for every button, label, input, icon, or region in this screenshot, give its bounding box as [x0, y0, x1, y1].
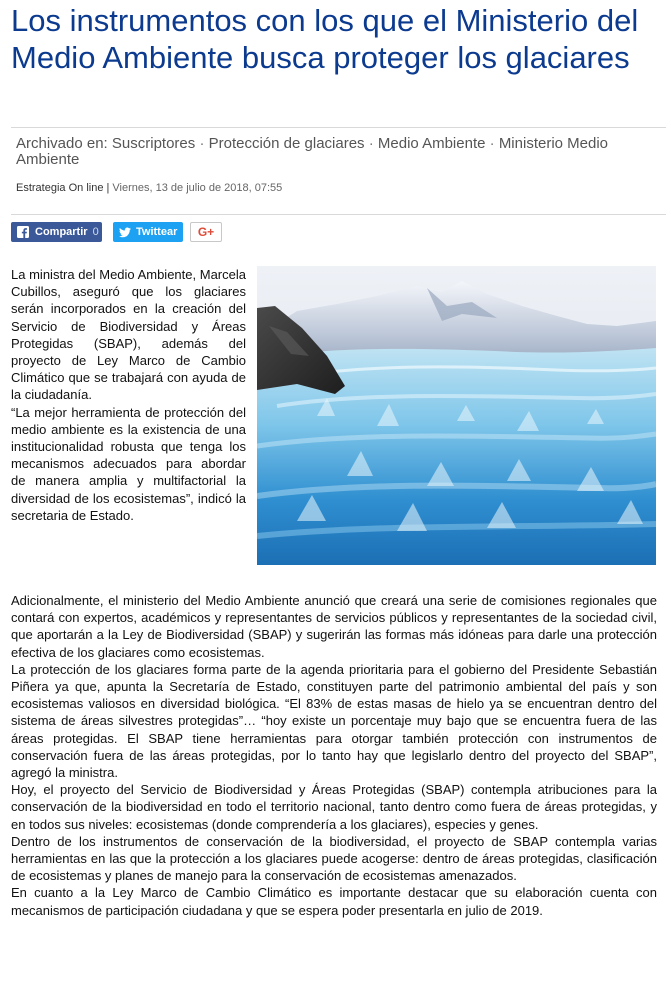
facebook-icon	[17, 226, 29, 238]
paragraph: Dentro de los instrumentos de conservación de la biodiversidad, el proyecto de SBAP contempla varias herramientas en las que la protección a los glaciares puede acogerse: dentro de áreas protegidas, clasificación de ecosistemas y planes de manejo para la conservación de ecosistemas amenazados.	[11, 833, 657, 884]
paragraph: La protección de los glaciares forma parte de la agenda prioritaria para el gobierno del Presidente Sebastián Piñera ya que, apunta la Secretaría de Estado, constituyen parte del patrimonio ambiental del país y son ecosistemas valiosos en diversidad biológica. “El 83% de estas masas de hielo ya se encuentran dentro del sistema de áreas silvestres protegidas”… “hoy existe un porcentaje muy bajo que se encuentra fuera de las áreas protegidas. El SBAP tiene herramientas para otorgar también protección con instrumentos de conservación fuera de las áreas protegidas, por lo tanto hay que legislarlo dentro del proyecto del SBAP”, agregó la ministra.	[11, 661, 657, 781]
twitter-icon	[119, 227, 131, 238]
source: Estrategia On line	[16, 182, 104, 194]
twitter-share-label: Twittear	[136, 226, 178, 238]
archived-label: Archivado en:	[16, 135, 108, 152]
byline-separator: |	[106, 182, 113, 194]
article-body-side	[11, 266, 246, 524]
category-link-medio-ambiente[interactable]: Medio Ambiente	[377, 135, 486, 152]
divider	[11, 127, 666, 128]
paragraph: La ministra del Medio Ambiente, Marcela Cubillos, aseguró que los glaciares serán incorporados en la creación del Servicio de Biodiversidad y Áreas Protegidas (SBAP), además del proyecto de Ley Marco de Cambio Climático que se trabajará con ayuda de la ciudadanía.	[11, 267, 246, 403]
paragraph: Hoy, el proyecto del Servicio de Biodiversidad y Áreas Protegidas (SBAP) contempla atribuciones para la conservación de la biodiversidad en todo el territorio nacional, tanto dentro como fuera de áreas protegidas, y en todos sus niveles: ecosistemas (donde comprendería a los glaciares), especies y genes.	[11, 782, 657, 832]
glacier-photo	[257, 266, 656, 565]
separator: ·	[368, 135, 374, 152]
category-link-suscriptores[interactable]: Suscriptores	[111, 135, 196, 152]
paragraph: En cuanto a la Ley Marco de Cambio Climático es importante destacar que su elaboración cuenta con mecanismos de participación ciudadana y que se espera poder presentarla en julio de 2019.	[11, 885, 657, 918]
divider	[11, 214, 666, 215]
archived-in	[16, 136, 661, 168]
paragraph: Adicionalmente, el ministerio del Medio Ambiente anunció que creará una serie de comisiones regionales que contará con expertos, académicos y representantes de servicios públicos y representantes de la sociedad civil, que aportarán a la Ley de Biodiversidad (SBAP) y sugerirán las formas más idóneas para darle una protección efectiva de los glaciares como ecosistemas.	[11, 593, 657, 660]
facebook-share-label: Compartir	[35, 226, 88, 238]
article-body	[11, 592, 657, 919]
article-title: Los instrumentos con los que el Ministerio del Medio Ambiente busca proteger los glaciares	[11, 3, 639, 75]
separator: ·	[199, 135, 205, 152]
googleplus-label: G+	[197, 225, 215, 239]
paragraph: “La mejor herramienta de protección del medio ambiente es la existencia de una institucionalidad robusta que tenga los mecanismos adecuados para abordar de manera amplia y multifactorial la diversidad de los ecosistemas”, indicó la secretaria de Estado.	[11, 404, 246, 523]
facebook-share-button[interactable]	[11, 222, 102, 242]
byline	[16, 182, 282, 194]
googleplus-share-button[interactable]	[190, 222, 222, 242]
category-link-proteccion-glaciares[interactable]: Protección de glaciares	[208, 135, 365, 152]
facebook-share-count: 0	[92, 226, 99, 238]
publish-date: Viernes, 13 de julio de 2018, 07:55	[112, 182, 283, 194]
twitter-share-button[interactable]	[113, 222, 183, 242]
category-link-ministerio-medio-ambiente[interactable]: Ministerio Medio Ambiente	[16, 135, 609, 168]
separator: ·	[489, 135, 495, 152]
